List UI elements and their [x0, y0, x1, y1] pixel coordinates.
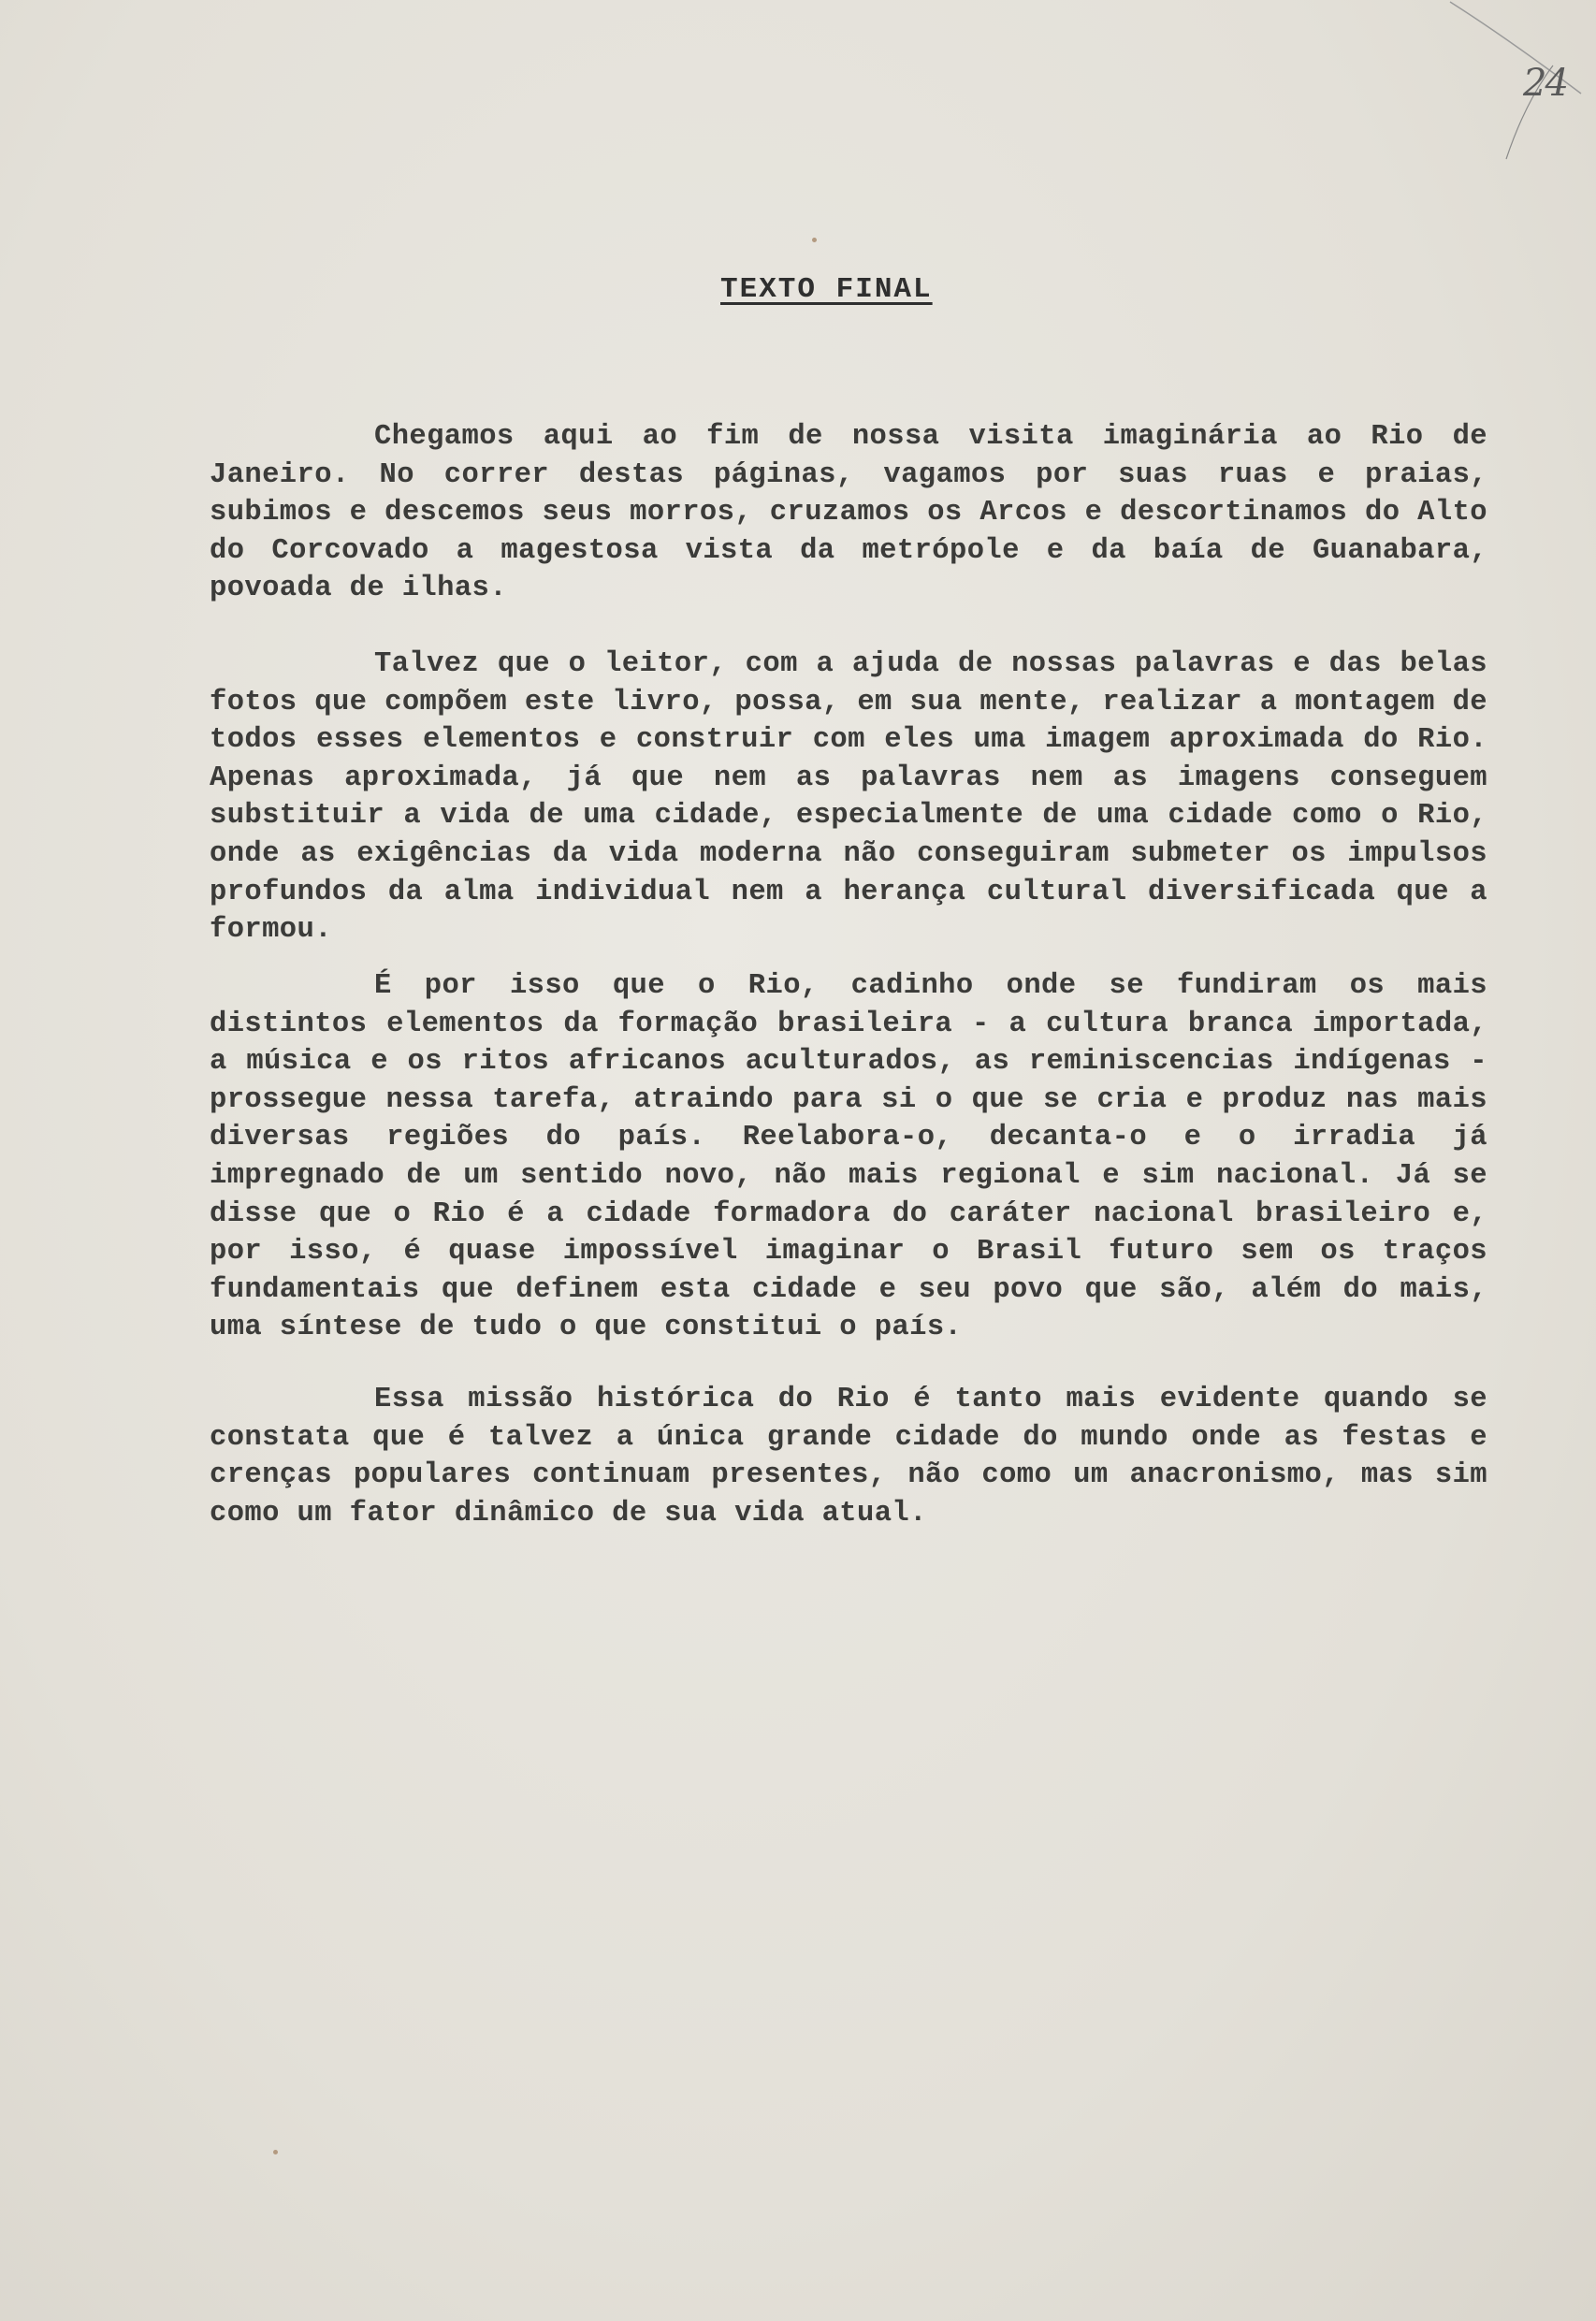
- paragraph-1: Chegamos aqui ao fim de nossa visita imaginária ao Rio de Janeiro. No correr destas páginas, vagamos por suas ruas e praias, subimos e descemos seus morros, cruzamos os Arcos e descortinamos do Alto do Corcovado a magestosa vista da metrópole e da baía de Guanabara, povoada de ilhas.: [210, 421, 1487, 605]
- paper-speck: [812, 238, 817, 242]
- paragraph-2: Talvez que o leitor, com a ajuda de nossas palavras e das belas fotos que compõem este livro, possa, em sua mente, realizar a montagem de todos esses elementos e construir com eles uma imagem aproximada do Rio. Apenas aproximada, já que nem as palavras nem as imagens conseguem substituir a vida de uma cidade, especialmente de uma cidade como o Rio, onde as exigências da vida moderna não conseguiram submeter os impulsos profundos da alma individual nem a herança cultural diversificada que a formou.: [210, 648, 1487, 947]
- fold-crease-mark: [1441, 0, 1590, 168]
- paper-speck: [273, 2150, 278, 2154]
- page-title: TEXTO FINAL: [720, 273, 933, 306]
- paragraph-4: Essa missão histórica do Rio é tanto mais evidente quando se constata que é talvez a única grande cidade do mundo onde as festas e crenças populares continuam presentes, não como um anacronismo, mas sim como um fator dinâmico de sua vida atual.: [210, 1384, 1487, 1530]
- handwritten-page-number: 24: [1523, 62, 1567, 105]
- paragraph-3: É por isso que o Rio, cadinho onde se fundiram os mais distintos elementos da formação brasileira - a cultura branca importada, a música e os ritos africanos aculturados, as reminiscencias indígenas - prossegue nessa tarefa, atraindo para si o que se cria e produz nas mais diversas regiões do país. Reelabora-o, decanta-o e o irradia já impregnado de um sentido novo, não mais regional e sim nacional. Já se disse que o Rio é a cidade formadora do caráter nacional brasileiro e, por isso, é quase impossível imaginar o Brasil futuro sem os traços fundamentais que definem esta cidade e seu povo que são, além do mais, uma síntese de tudo o que constitui o país.: [210, 970, 1487, 1344]
